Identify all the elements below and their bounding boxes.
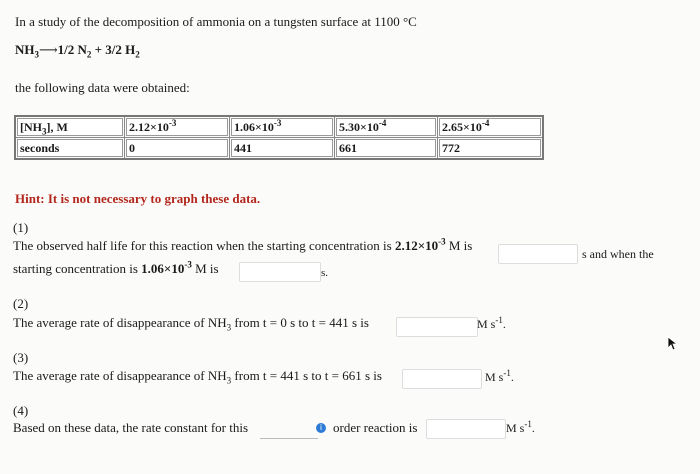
data-table <box>14 115 544 160</box>
hint-text: Hint: It is not necessary to graph these data. <box>15 191 261 206</box>
table-row <box>15 138 543 160</box>
table-cell: $2.65\times 10^{-4}$ <box>439 118 541 136</box>
question-1-line1: The observed half life for this reaction when the starting concentration is $2.12\times 10^{-3}$ M is <box>13 236 473 253</box>
half-life-1-input[interactable] <box>498 244 578 264</box>
intro-text: In a study of the decomposition of ammonia on a tungsten surface at 1100 °C <box>15 14 417 29</box>
data-label: the following data were obtained: <box>15 80 190 95</box>
info-icon[interactable]: i <box>316 423 326 433</box>
question-2-text: The average rate of disappearance of $NH_3$ from t = 0 s to t = 441 s is <box>13 315 369 333</box>
question-4-order-label: order reaction is <box>333 420 418 435</box>
rate-constant-input[interactable] <box>426 419 506 439</box>
question-1-line2: starting concentration is $1.06\times 10^{-3}$ M is <box>13 259 219 276</box>
table-cell: $1.06\times 10^{-3}$ <box>231 118 333 136</box>
reactant: NH <box>15 42 35 57</box>
half-life-2-input[interactable] <box>239 262 321 282</box>
question-4-text: Based on these data, the rate constant for this <box>13 420 249 435</box>
table-header-seconds: seconds <box>17 139 123 157</box>
question-2-number: (2) <box>13 296 29 311</box>
mouse-cursor-icon <box>667 336 679 352</box>
question-3-text: The average rate of disappearance of $NH_3$ from t = 441 s to t = 661 s is <box>13 368 382 386</box>
question-2-unit: M $s^{-1}$. <box>477 315 506 331</box>
question-4-number: (4) <box>13 403 29 418</box>
reaction-equation: $NH_3⟶1/2$ $N_2 + 3/2$ $H_2$ <box>15 42 140 60</box>
rate-1-input[interactable] <box>396 317 478 337</box>
question-1-line2-tail: s. <box>321 267 329 279</box>
table-cell: 772 <box>439 139 541 157</box>
table-cell: 441 <box>231 139 333 157</box>
question-4-unit: M $s^{-1}$. <box>506 419 535 435</box>
question-3-unit: M $s^{-1}$. <box>485 368 514 384</box>
table-cell: 661 <box>336 139 436 157</box>
question-1-number: (1) <box>13 220 29 235</box>
reaction-arrow: ⟶ <box>39 42 58 57</box>
table-row <box>15 116 543 138</box>
table-cell: $5.30\times 10^{-4}$ <box>336 118 436 136</box>
question-1-tail: s and when the <box>582 247 654 261</box>
order-select[interactable] <box>260 421 318 439</box>
rate-2-input[interactable] <box>402 369 482 389</box>
question-3-number: (3) <box>13 350 29 365</box>
table-header-concentration: $[NH_3]$, M <box>17 118 123 136</box>
table-cell: 0 <box>126 139 228 157</box>
table-cell: $2.12\times 10^{-3}$ <box>126 118 228 136</box>
